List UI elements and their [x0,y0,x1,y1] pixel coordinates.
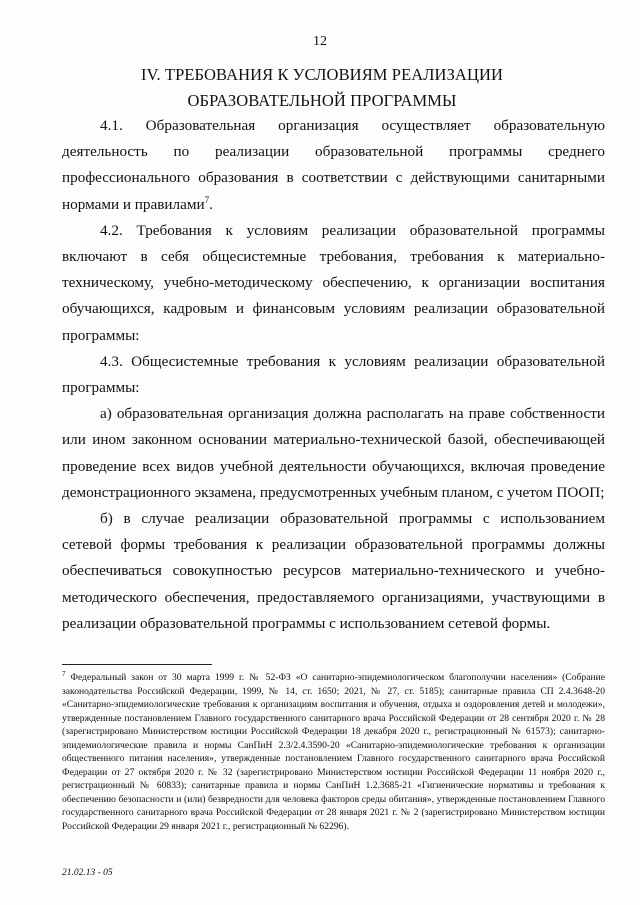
list-item-b: б) в случае реализации образовательной программы с использованием сетевой формы требования к реализации образовательной программы должны обеспечиваться совокупностью ресурсов материально-технического и учебно-методического обеспечения, предоставляемого организациями, участвующими в реализации образовательной программы с использованием сетевой формы. [62,510,605,632]
paragraph-4-1 [62,113,605,218]
list-item-a: а) образовательная организация должна располагать на праве собственности или ином законном основании материально-технической базой, обеспечивающей проведение всех видов учебной деятельности обучающихся, включая проведение демонстрационного экзамена, предусмотренных учебным планом, с учетом ПООП; [62,405,605,501]
document-body [62,113,605,637]
paragraph-4-1-text: 4.1. Образовательная организация осуществляет образовательную деятельность по реализации образовательной программы среднего профессионального образования в соответствии с действующими санитарными нормами и правилами [62,117,605,213]
paragraph-4-1-end: . [209,195,213,213]
section-title: IV. ТРЕБОВАНИЯ К УСЛОВИЯМ РЕАЛИЗАЦИИ ОБРАЗОВАТЕЛЬНОЙ ПРОГРАММЫ [140,65,504,110]
paragraph-4-2: 4.2. Требования к условиям реализации образовательной программы включают в себя общесистемные требования, требования к материально-техническому, учебно-методическому обеспечению, к организации воспитания обучающихся, кадровым и финансовым условиям реализации образовательной программы: [62,221,605,344]
paragraph-4-3: 4.3. Общесистемные требования к условиям реализации образовательной программы: [62,352,605,397]
page-number: 12 [313,34,327,49]
footnote [62,671,605,833]
footnote-mark: 7 [62,669,66,678]
footnote-text: Федеральный закон от 30 марта 1999 г. № 52-ФЗ «О санитарно-эпидемиологическом благополучии населения» (Собрание законодательства Российской Федерации, 1999, № 14, ст. 1650; 2021, № 27, ст. 5185); санитарные правила СП 2.4.3648-20 «Санитарно-эпидемиологические требования к организациям воспитания и обучения, отдыха и оздоровления детей и молодежи», утвержденные постановлением Главного государственного санитарного врача Российской Федерации от 28 сентября 2020 г. № 28 (зарегистрировано Министерством юстиции Российской Федерации 18 декабря 2020 г., регистрационный № 61573); санитарно-эпидемиологические правила и нормы СанПиН 2.3/2.4.3590-20 «Санитарно-эпидемиологические требования к организации общественного питания населения», утвержденные постановлением Главного государственного санитарного врача Российской Федерации от 27 октября 2020 г. № 32 (зарегистрировано Министерством юстиции Российской Федерации 11 ноября 2020 г., регистрационный № 60833); санитарные правила и нормы СанПиН 1.2.3685-21 «Гигиенические нормативы и требования к обеспечению безопасности и (или) безвредности для человека факторов среды обитания», утвержденные постановлением Главного государственного санитарного врача Российской Федерации от 28 января 2021 г. № 2 (зарегистрировано Министерством юстиции Российской Федерации 29 января 2021 г., регистрационный № 62296). [62,672,605,832]
footnote-reference[interactable]: 7 [204,194,210,205]
footnote-divider [62,664,212,665]
document-code: 21.02.13 - 05 [62,868,113,878]
